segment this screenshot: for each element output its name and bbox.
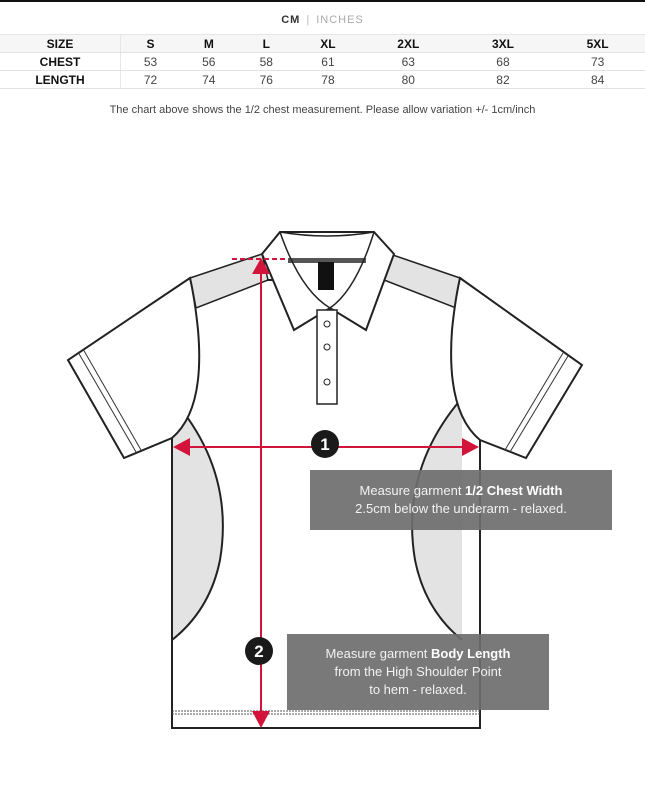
header-s: S [121, 35, 181, 53]
header-2xl: 2XL [361, 35, 456, 53]
chest-callout-bold: 1/2 Chest Width [465, 483, 563, 498]
placket [317, 310, 337, 404]
chest-l: 58 [238, 53, 295, 71]
length-callout-prefix: Measure garment [325, 646, 432, 661]
row-label-length: LENGTH [0, 71, 121, 89]
marker-1-icon [311, 430, 339, 458]
left-sleeve [68, 278, 199, 458]
chest-3xl: 68 [456, 53, 551, 71]
measurement-note: The chart above shows the 1/2 chest measurement. Please allow variation +/- 1cm/inch [109, 104, 536, 116]
length-s: 72 [121, 71, 181, 89]
chest-m: 56 [180, 53, 237, 71]
length-3xl: 82 [456, 71, 551, 89]
header-size: SIZE [0, 35, 121, 53]
unit-cm-button[interactable]: CM [281, 14, 301, 26]
header-3xl: 3XL [456, 35, 551, 53]
length-callout-line2: from the High Shoulder Point [334, 664, 502, 679]
chest-5xl: 73 [550, 53, 645, 71]
chest-xl: 61 [295, 53, 361, 71]
chest-callout-prefix: Measure garment [359, 483, 466, 498]
length-m: 74 [180, 71, 237, 89]
arrow-down-icon [252, 711, 270, 728]
unit-inches-button[interactable]: INCHES [316, 14, 364, 26]
chest-s: 53 [121, 53, 181, 71]
length-l: 76 [238, 71, 295, 89]
svg-text:1: 1 [320, 435, 330, 454]
header-xl: XL [295, 35, 361, 53]
length-callout-line3: to hem - relaxed. [369, 682, 467, 697]
length-callout [287, 634, 549, 710]
right-sleeve [451, 278, 582, 458]
length-xl: 78 [295, 71, 361, 89]
header-m: M [180, 35, 237, 53]
svg-text:2: 2 [254, 642, 264, 661]
header-l: L [238, 35, 295, 53]
length-callout-bold: Body Length [431, 646, 511, 661]
chest-2xl: 63 [361, 53, 456, 71]
length-5xl: 84 [550, 71, 645, 89]
unit-separator: | [306, 14, 311, 26]
header-5xl: 5XL [550, 35, 645, 53]
arrow-right-icon [462, 438, 479, 456]
chest-callout-line2: 2.5cm below the underarm - relaxed. [355, 501, 567, 516]
marker-2-icon [245, 637, 273, 665]
length-2xl: 80 [361, 71, 456, 89]
chest-callout [310, 470, 612, 530]
row-label-chest: CHEST [0, 53, 121, 71]
